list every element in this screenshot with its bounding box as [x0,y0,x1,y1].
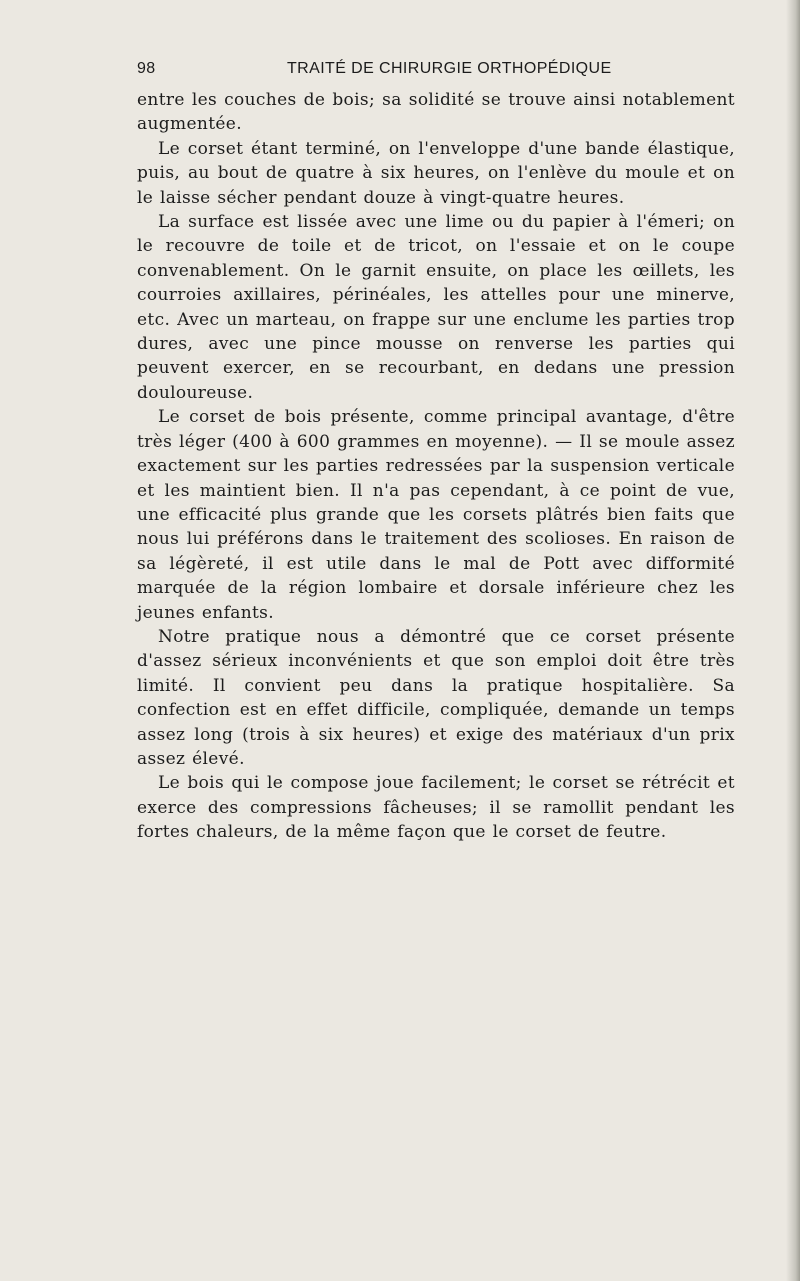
paragraph: Le corset étant terminé, on l'enveloppe d'une bande élastique, puis, au bout de quatre à six heures, on l'enlève du moule et on le laisse sécher pendant douze à vingt-quatre heures. [137,138,735,208]
paragraph: La surface est lissée avec une lime ou du papier à l'émeri; on le recouvre de toile et de tricot, on l'essaie et on le coupe convenablement. On le garnit ensuite, on place les œillets, les courroies axillaires, périnéales, les attelles pour une minerve, etc. Avec un marteau, on frappe sur une enclume les parties trop dures, avec une pince mousse on renverse les parties qui peuvent exercer, en se recourbant, en dedans une pression douloureuse. [137,212,735,403]
paragraph: Notre pratique nous a démontré que ce corset présente d'assez sérieux inconvénients et que son emploi doit être très limité. Il convient peu dans la pratique hospitalière. Sa confection est en effet difficile, compliquée, demande un temps assez long (trois à six heures) et exige des matériaux d'un prix assez élevé. [137,626,735,769]
page-edge-shadow [786,0,800,1281]
paragraph: entre les couches de bois; sa solidité se trouve ainsi notablement augmentée. [137,90,735,135]
running-title: TRAITÉ DE CHIRURGIE ORTHOPÉDIQUE [287,60,612,77]
page-number: 98 [137,60,156,77]
page-header [137,60,735,84]
paragraph: Le bois qui le compose joue facilement; le corset se rétrécit et exerce des compressions fâcheuses; il se ramollit pendant les fortes chaleurs, de la même façon que le corset de feutre. [137,773,735,843]
paragraph: Le corset de bois présente, comme principal avantage, d'être très léger (400 à 600 grammes en moyenne). — Il se moule assez exactement sur les parties redressées par la suspension verticale et les maintient bien. Il n'a pas cependant, à ce point de vue, une efficacité plus grande que les corsets plâtrés bien faits que nous lui préférons dans le traitement des scolioses. En raison de sa légèreté, il est utile dans le mal de Pott avec difformité marquée de la région lombaire et dorsale inférieure chez les jeunes enfants. [137,407,735,623]
body-text [137,88,735,845]
